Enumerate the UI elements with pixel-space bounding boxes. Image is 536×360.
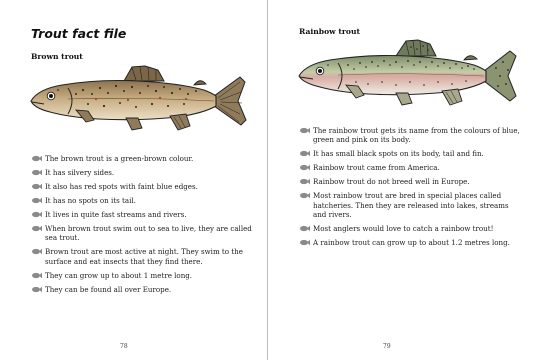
right-page	[268, 0, 536, 360]
fish-bullet-icon	[299, 192, 310, 199]
fish-bullet-icon	[31, 286, 42, 293]
fish-bullet-icon	[299, 239, 310, 246]
fish-bullet-icon	[31, 225, 42, 232]
brown-trout-illustration	[28, 64, 254, 142]
fish-bullet-icon	[299, 150, 310, 157]
page-number: 78	[120, 343, 128, 350]
fish-bullet-icon	[31, 248, 42, 255]
fish-bullet-icon	[31, 155, 42, 162]
fish-bullet-icon	[31, 197, 42, 204]
fish-bullet-icon	[31, 169, 42, 176]
brown-trout-fact-list	[31, 154, 253, 299]
list-item: They can be found all over Europe.	[31, 285, 253, 294]
rainbow-trout-heading: Rainbow trout	[299, 27, 360, 36]
fish-bullet-icon	[31, 211, 42, 218]
list-item: A rainbow trout can grow up to about 1.2 metres long.	[299, 238, 521, 247]
fish-bullet-icon	[299, 164, 310, 171]
fish-bullet-icon	[299, 178, 310, 185]
list-item: It has silvery sides.	[31, 168, 253, 177]
list-item: Brown trout are most active at night. They swim to the surface and eat insects that they find there.	[31, 247, 253, 266]
rainbow-trout-illustration	[296, 38, 526, 116]
page-number: 79	[383, 343, 391, 350]
list-item: It has no spots on its tail.	[31, 196, 253, 205]
page-title: Trout fact file	[31, 26, 127, 41]
list-item: They can grow up to about 1 metre long.	[31, 271, 253, 280]
list-item: Most anglers would love to catch a rainbow trout!	[299, 224, 521, 233]
brown-trout-heading: Brown trout	[31, 52, 83, 61]
fish-bullet-icon	[299, 127, 310, 134]
fish-bullet-icon	[299, 225, 310, 232]
list-item: It also has red spots with faint blue edges.	[31, 182, 253, 191]
list-item: Rainbow trout do not breed well in Europe.	[299, 177, 521, 186]
list-item: It lives in quite fast streams and rivers.	[31, 210, 253, 219]
list-item: The rainbow trout gets its name from the colours of blue, green and pink on its body.	[299, 126, 521, 145]
fish-bullet-icon	[31, 183, 42, 190]
list-item: It has small black spots on its body, tail and fin.	[299, 149, 521, 158]
list-item: The brown trout is a green-brown colour.	[31, 154, 253, 163]
rainbow-trout-fact-list	[299, 126, 521, 252]
list-item: Rainbow trout came from America.	[299, 163, 521, 172]
list-item: Most rainbow trout are bred in special places called hatcheries. Then they are released into lakes, streams and rivers.	[299, 191, 521, 219]
fish-bullet-icon	[31, 272, 42, 279]
list-item: When brown trout swim out to sea to live, they are called sea trout.	[31, 224, 253, 243]
